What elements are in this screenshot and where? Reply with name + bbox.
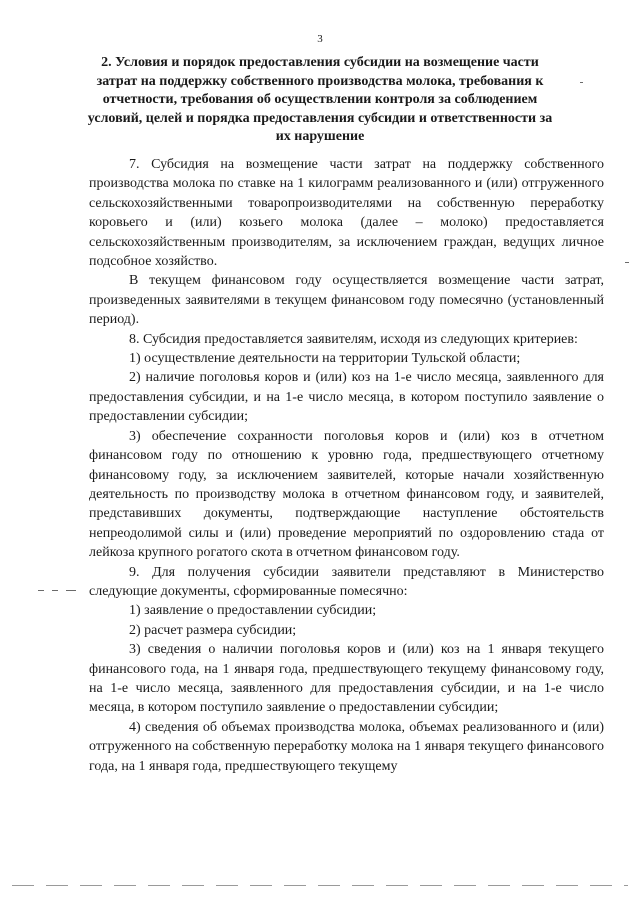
- scan-mark-right-top: [580, 82, 583, 83]
- paragraph-8: 8. Субсидия предоставляется заявителям, исходя из следующих критериев:: [129, 331, 578, 347]
- document-item-2: 2) расчет размера субсидии;: [129, 622, 297, 638]
- document-body: [89, 155, 604, 776]
- section-heading: 2. Условия и порядок предоставления субсидии на возмещение части затрат на поддержку собственного производства молока, требования к отчетности, требования об осуществлении контроля за соблюдением условий, целей и порядка предоставления субсидии и ответственности за их нарушение: [87, 55, 553, 144]
- page-number: 3: [317, 33, 323, 45]
- scan-mark-right-middle: [625, 262, 629, 263]
- document-item-4: 4) сведения об объемах производства молока, объемах реализованного и (или) отгруженного на собственную переработку молока на 1 января текущего финансового года, на 1 января года, предшествующего текущему: [89, 719, 604, 774]
- paragraph-7: 7. Субсидия на возмещение части затрат на поддержку собственного производства молока по ставке на 1 килограмм реализованного и (или) отгруженного сельскохозяйственными товаропроизводителями на собственную переработку коровьего и (или) козьего молока (далее – молоко) предоставляется сельскохозяйственным производителям, за исключением граждан, ведущих личное подсобное хозяйство.: [89, 157, 604, 270]
- scan-mark-left-margin-3: [66, 590, 76, 591]
- criterion-3: 3) обеспечение сохранности поголовья коров и (или) коз в отчетном финансовом году по отношению к уровню года, предшествующего отчетному финансовому году, за исключением заявителей, которые начали хозяйственную деятельность по производству молока в отчетном финансовом году, и заявителей, представивших документы, подтверждающие наступление обстоятельств непреодолимой силы и (или) проведение мероприятий по оздоровлению стада от лейкоза крупного рогатого скота в отчетном финансовом году.: [89, 428, 604, 561]
- scan-footer-line: [12, 885, 628, 886]
- document-item-3: 3) сведения о наличии поголовья коров и (или) коз на 1 января текущего финансового года, на 1 января года, предшествующего текущему финансовому году, на 1-е число месяца, заявленного для предоставления субсидии, и на 1-е число месяца, в котором поступило заявление о предоставлении субсидии;: [89, 642, 604, 716]
- paragraph-9: 9. Для получения субсидии заявители представляют в Министерство следующие документы, сформированные помесячно:: [89, 564, 604, 599]
- criterion-1: 1) осуществление деятельности на территории Тульской области;: [129, 351, 521, 367]
- paragraph-current-year: В текущем финансовом году осуществляется возмещение части затрат, произведенных заявителями в текущем финансовом году помесячно (установленный период).: [89, 273, 604, 328]
- scan-mark-left-top: [120, 78, 123, 79]
- scan-mark-left-margin-2: [52, 590, 58, 591]
- criterion-2: 2) наличие поголовья коров и (или) коз на 1-е число месяца, заявленного для предоставления субсидии, и на 1-е число месяца, в котором поступило заявление о предоставлении субсидии;: [89, 370, 604, 425]
- scan-mark-left-margin: [38, 590, 44, 591]
- document-item-1: 1) заявление о предоставлении субсидии;: [129, 603, 377, 619]
